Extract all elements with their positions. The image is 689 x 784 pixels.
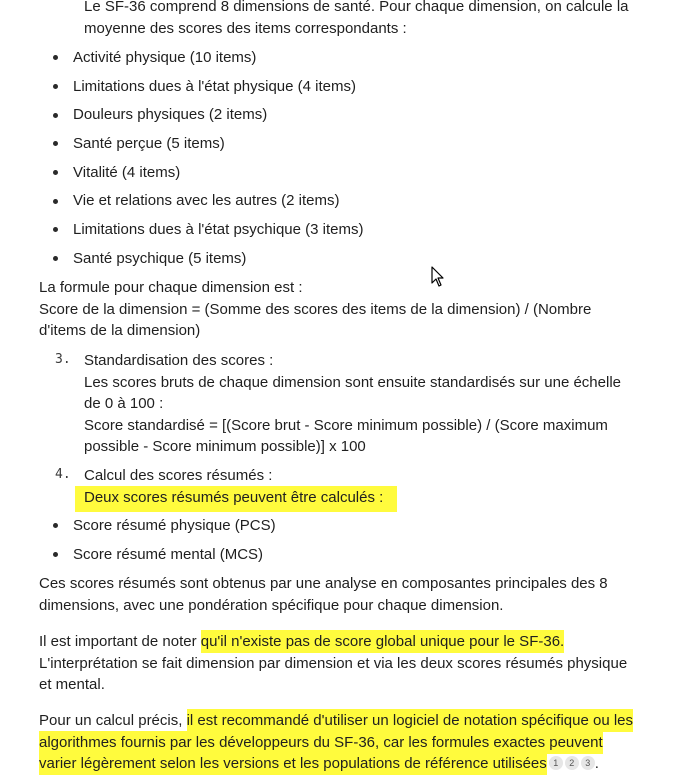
list-item: Vie et relations avec les autres (2 items) [73,192,340,209]
note-highlight: qu'il n'existe pas de score global unique pour le SF-36. [201,630,564,653]
note-paragraph [39,631,659,696]
formula-line-1: La formule pour chaque dimension est : [39,279,303,296]
intro-line-1: Le SF-36 comprend 8 dimensions de santé. Pour chaque dimension, on calcule la [84,0,629,15]
list-item: Score résumé mental (MCS) [73,546,264,563]
formula-line-2: Score de la dimension = (Somme des scores des items de la dimension) / (Nombre [39,300,592,318]
step-4-highlight: Deux scores résumés peuvent être calculés : [84,489,384,506]
step-3-line-4: possible - Score minimum possible)] x 100 [84,438,366,455]
citation-badge[interactable]: 3 [581,756,595,770]
list-item: Limitations dues à l'état psychique (3 items) [73,221,364,238]
bullet-dot [53,199,58,204]
note-line-2: L'interprétation se fait dimension par dimension et via les deux scores résumés physique [39,654,628,672]
bullet-dot [53,141,58,146]
formula-line-3: d'items de la dimension) [39,322,201,339]
list-item: Vitalité (4 items) [73,164,181,181]
intro-line-2: moyenne des scores des items correspondants : [84,19,407,37]
pca-line-2: dimensions, avec une pondération spécifique pour chaque dimension. [39,596,504,614]
list-item: Douleurs physiques (2 items) [73,106,268,123]
list-item: Limitations dues à l'état physique (4 items) [73,78,357,95]
formula-paragraph [39,277,659,342]
note-line-3: et mental. [39,676,105,693]
final-period: . [594,755,599,772]
final-highlight-2: algorithmes fournis par les développeurs du SF-36, car les formules exactes peuvent [39,731,603,754]
step-3-title: Standardisation des scores : [84,352,274,369]
pca-line-1: Ces scores résumés sont obtenus par une analyse en composantes principales des 8 [39,575,608,592]
note-line-1-pre: Il est important de noter [39,633,201,650]
intro-paragraph [84,0,659,39]
step-4-title: Calcul des scores résumés : [84,467,273,484]
final-line-1-pre: Pour un calcul précis, [39,712,187,729]
bullet-dot [53,523,58,528]
bullet-dot [53,55,58,60]
step-3-number: 3. [55,352,71,367]
bullet-dot [53,552,58,557]
bullet-dot [53,113,58,118]
final-highlight-1: il est recommandé d'utiliser un logiciel de notation spécifique ou les [187,709,633,732]
bullet-dot [53,256,58,261]
citation-badge[interactable]: 1 [549,756,563,770]
pca-paragraph [39,573,659,616]
step-3-line-3: Score standardisé = [(Score brut - Score minimum possible) / (Score maximum [84,416,608,434]
bullet-dot [53,170,58,175]
citation-badge[interactable]: 2 [565,756,579,770]
step-3-block [84,350,659,458]
bullet-dot [53,227,58,232]
bullet-dot [53,84,58,89]
final-highlight-3: varier légèrement selon les versions et les populations de référence utilisées [39,752,547,775]
mouse-cursor-icon [431,266,445,288]
final-paragraph [39,710,659,775]
list-item: Santé perçue (5 items) [73,135,225,152]
list-item: Activité physique (10 items) [73,49,257,66]
step-3-line-2: de 0 à 100 : [84,395,164,412]
list-item: Santé psychique (5 items) [73,250,247,267]
step-4-number: 4. [55,467,71,482]
step-3-line-1: Les scores bruts de chaque dimension sont ensuite standardisés sur une échelle [84,373,621,391]
list-item: Score résumé physique (PCS) [73,517,276,534]
